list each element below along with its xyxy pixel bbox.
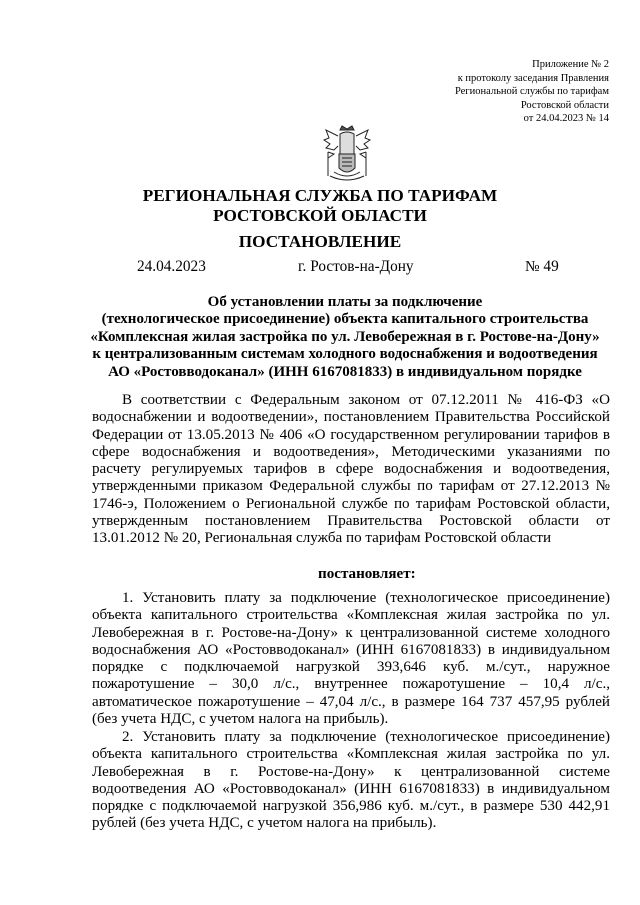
appendix-line: к протоколу заседания Правления [457, 72, 609, 84]
subject-line: АО «Ростовводоканал» (ИНН 6167081833) в индивидуальном порядке [108, 363, 582, 380]
resolution-item-2: 2. Установить плату за подключение (технологическое присоединение) объекта капитального строительства «Комплексная жилая застройка по ул. Левобережная в г. Ростове-на-Дону» к централизованной системе водоотведения АО «Ростовводоканал» (ИНН 6167081833) в индивидуальном порядке с подключаемой нагрузкой 356,986 куб. м./сут., в размере 530 442,91 рублей (без учета НДС, с учетом налога на прибыль). [92, 729, 610, 832]
appendix-note [349, 58, 609, 126]
preamble-paragraph: В соответствии с Федеральным законом от 07.12.2011 № 416-ФЗ «О водоснабжении и водоотведении», постановлением Правительства Российской Федерации от 13.05.2013 № 406 «О государственном регулировании тарифов в сфере водоснабжения и водоотведения», Методическими указаниями по расчету регулируемых тарифов в сфере водоснабжения и водоотведения, утвержденными приказом Федеральной службы по тарифам от 27.12.2013 № 1746-э, Положением о Региональной службе по тарифам Ростовской области, утвержденным постановлением Правительства Ростовской области от 13.01.2012 № 20, Региональная служба по тарифам Ростовской области [92, 392, 610, 547]
subject-line: «Комплексная жилая застройка по ул. Левобережная в г. Ростове-на-Дону» [90, 328, 600, 345]
appendix-line: Ростовской области [520, 99, 609, 111]
document-subject [0, 294, 640, 381]
appendix-line: Региональной службы по тарифам [454, 86, 609, 98]
document-city: г. Ростов-на-Дону [298, 258, 414, 275]
document-number: № 49 [525, 258, 559, 275]
resolution-item-1: 1. Установить плату за подключение (технологическое присоединение) объекта капитального строительства «Комплексная жилая застройка по ул. Левобережная в г. Ростове-на-Дону» к централизованной системе холодного водоснабжения АО «Ростовводоканал» (ИНН 6167081833) в индивидуальном порядке с подключаемой нагрузкой 393,646 куб. м./сут., наружное пожаротушение – 30,0 л/с., внутреннее пожаротушение – 10,4 л/с., автоматическое пожаротушение – 47,04 л/с., в размере 164 737 457,95 рублей (без учета НДС, с учетом налога на прибыль). [92, 590, 610, 728]
document-type: ПОСТАНОВЛЕНИЕ [238, 232, 402, 251]
document-date: 24.04.2023 [137, 258, 206, 275]
org-line: РЕГИОНАЛЬНАЯ СЛУЖБА ПО ТАРИФАМ [142, 186, 498, 205]
resolution-word: постановляет: [318, 566, 416, 582]
subject-line: к централизованным системам холодного водоснабжения и водоотведения [92, 346, 598, 363]
org-line: РОСТОВСКОЙ ОБЛАСТИ [213, 206, 427, 225]
subject-line: (технологическое присоединение) объекта капитального строительства [101, 311, 589, 328]
coat-of-arms-icon [320, 124, 374, 184]
subject-line: Об установлении платы за подключение [207, 294, 483, 310]
issuing-authority [0, 186, 640, 226]
appendix-line: от 24.04.2023 № 14 [523, 113, 609, 125]
appendix-line: Приложение № 2 [532, 59, 609, 70]
